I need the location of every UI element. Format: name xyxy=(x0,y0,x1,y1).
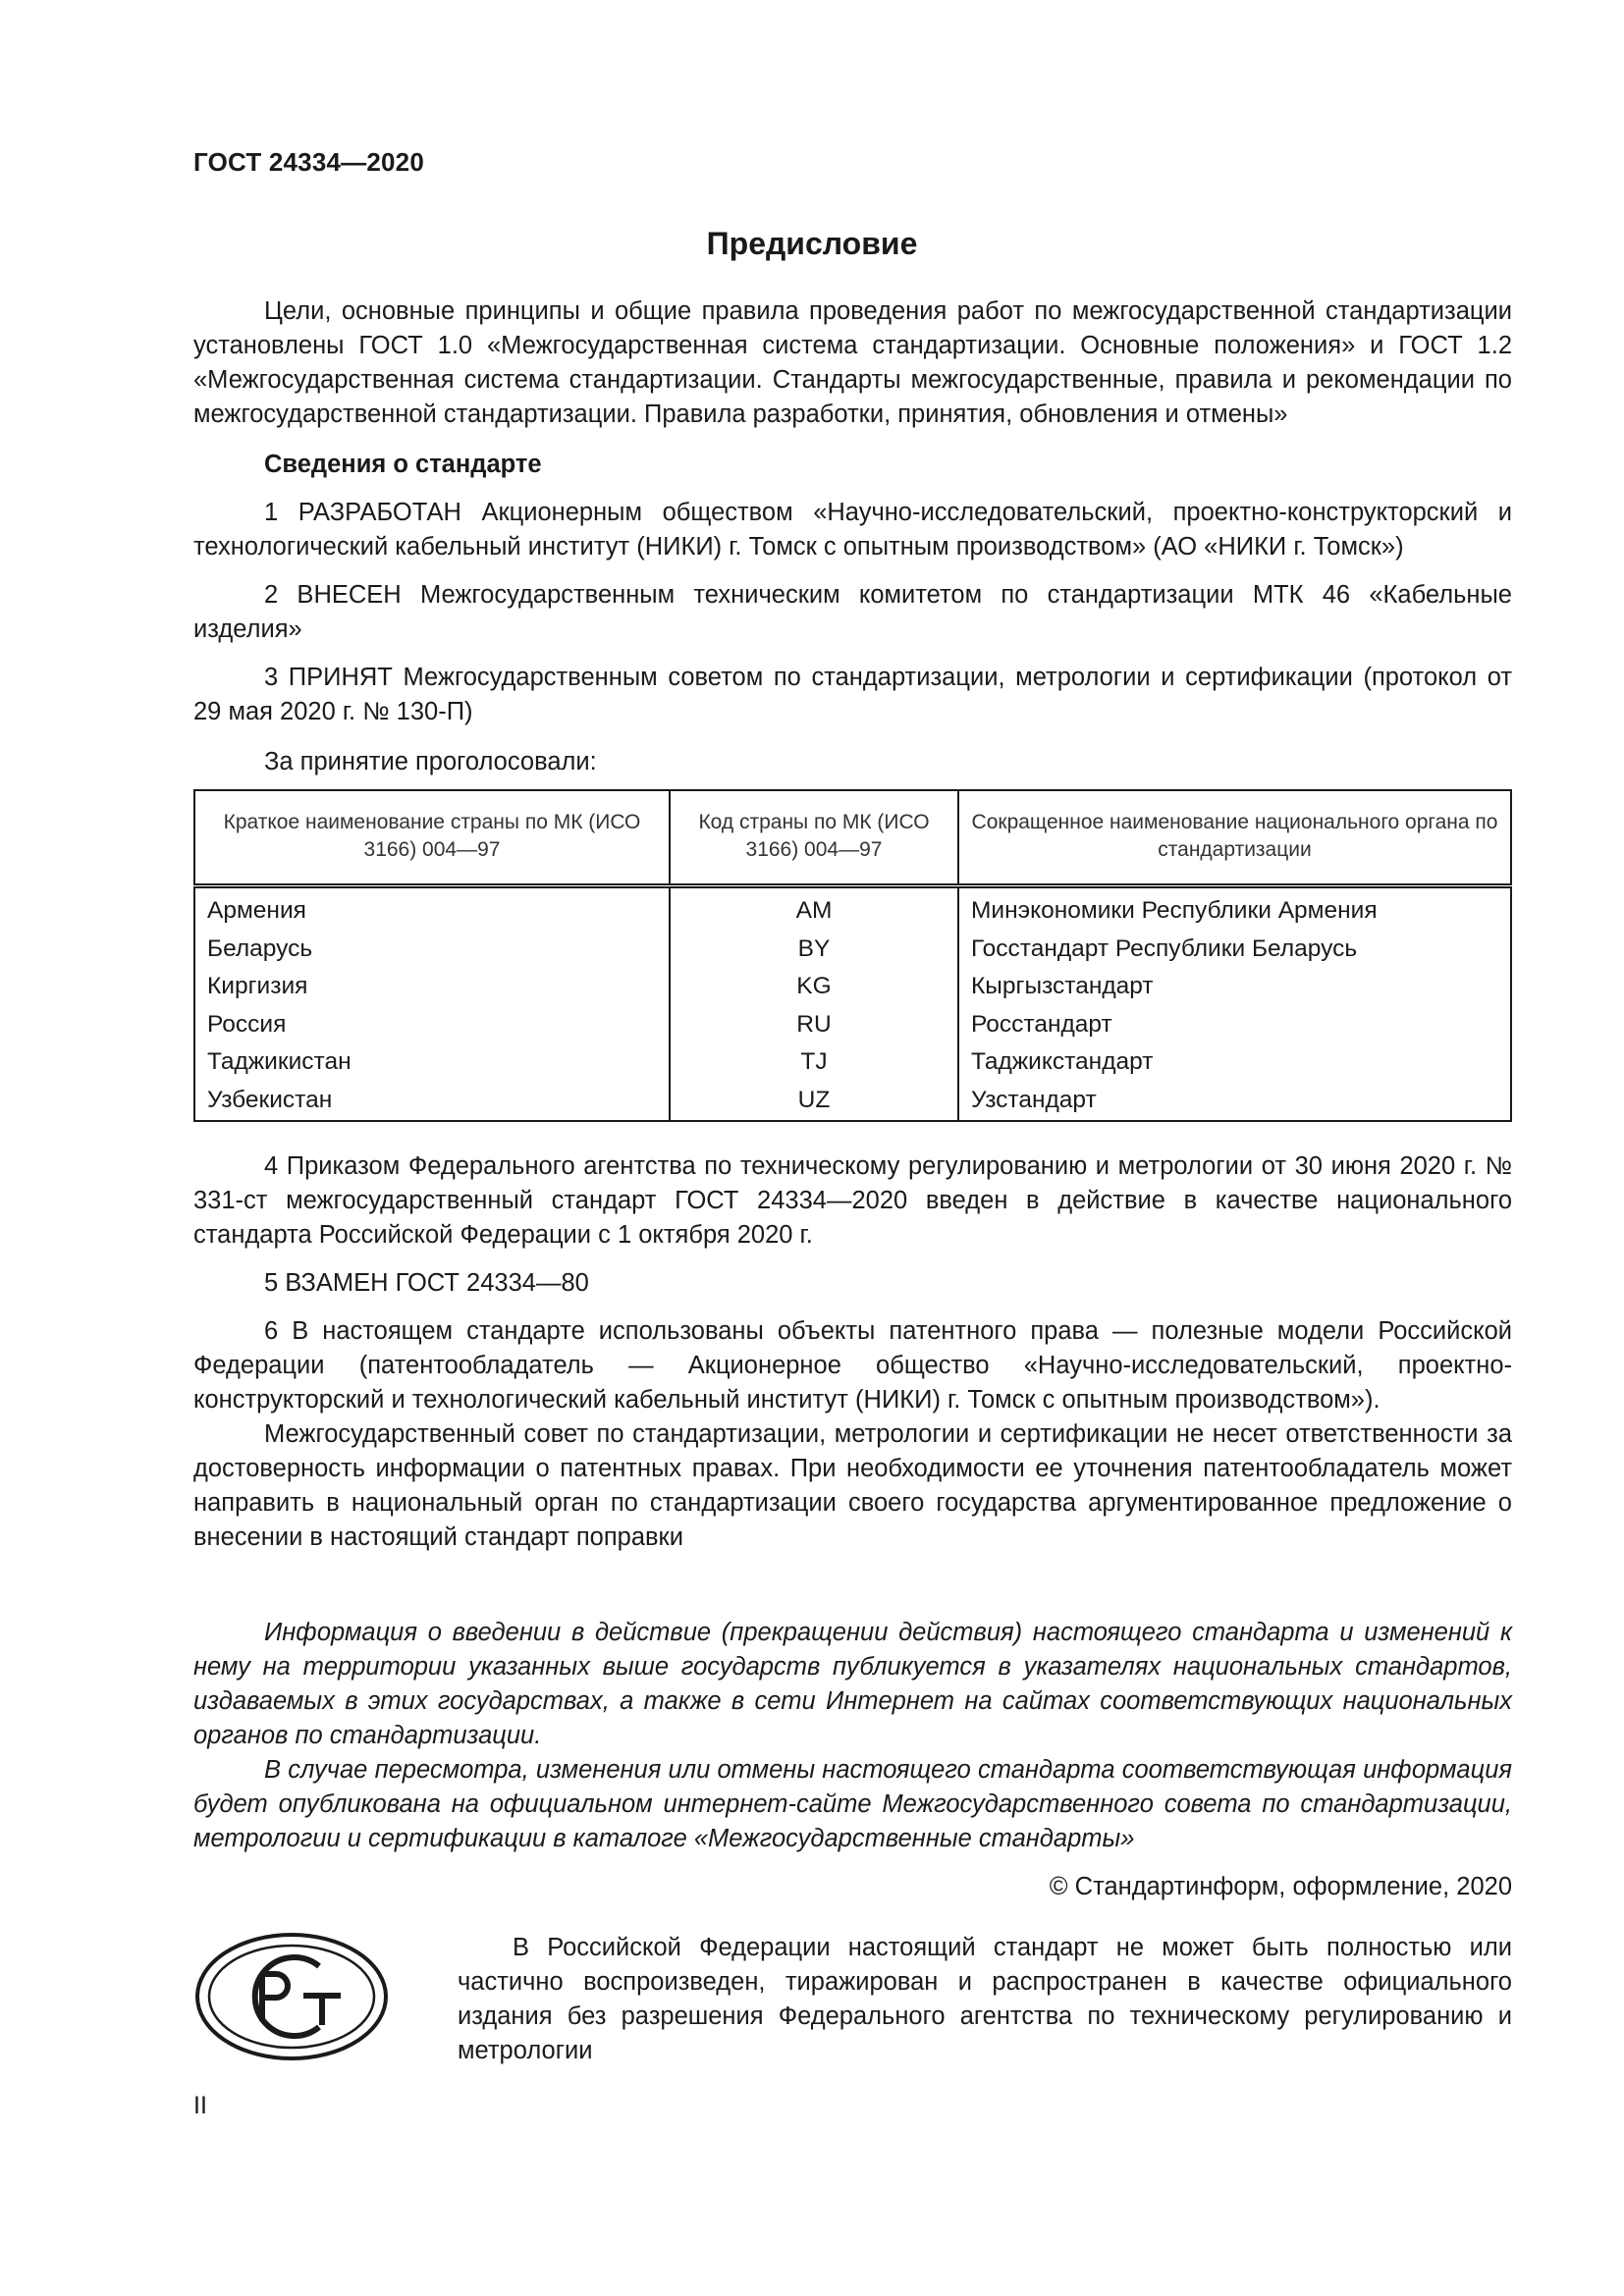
reproduction-rights-notice: В Российской Федерации настоящий стандарт не может быть полностью или частично воспроизведен, тиражирован и распространен в качестве официального издания без разрешения Федерального агентства по техническому регулированию и метрологии xyxy=(458,1934,1512,2064)
item-developed: 1 РАЗРАБОТАН Акционерным обществом «Научно-исследовательский, проектно-конструкторский и технологический кабельный институт (НИКИ) г. Томск с опытным производством» (АО «НИКИ г. Томск») xyxy=(193,499,1512,561)
header-country-name: Краткое наименование страны по МК (ИСО 3166) 004—97 xyxy=(194,790,670,886)
country-code: TJ xyxy=(670,1043,958,1082)
country-code: KG xyxy=(670,968,958,1006)
info-heading: Сведения о стандарте xyxy=(264,451,542,478)
item-adopted: 3 ПРИНЯТ Межгосударственным советом по стандартизации, метрологии и сертификации (протокол от 29 мая 2020 г. № 130-П) xyxy=(193,664,1512,725)
table-row xyxy=(194,1082,1511,1121)
intro-paragraph: Цели, основные принципы и общие правила проведения работ по межгосударственной стандартизации установлены ГОСТ 1.0 «Межгосударственная система стандартизации. Основные положения» и ГОСТ 1.2 «Межгосударственная система стандартизации. Стандарты межгосударственные, правила и рекомендации по межгосударственной стандартизации. Правила разработки, принятия, обновления и отмены» xyxy=(193,297,1512,428)
table-row xyxy=(194,886,1511,931)
country-code: UZ xyxy=(670,1082,958,1121)
copyright-line: © Стандартинформ, оформление, 2020 xyxy=(1049,1872,1512,1900)
rst-certification-logo-icon xyxy=(193,1931,390,2062)
country-name: Таджикистан xyxy=(194,1043,670,1082)
national-body: Таджикстандарт xyxy=(971,1048,1154,1076)
item-introduced: 2 ВНЕСЕН Межгосударственным техническим комитетом по стандартизации МТК 46 «Кабельные изделия» xyxy=(193,581,1512,643)
country-name: Армения xyxy=(194,886,670,931)
country-name: Россия xyxy=(194,1006,670,1044)
header-country-code: Код страны по МК (ИСО 3166) 004—97 xyxy=(670,790,958,886)
header-national-body: Сокращенное наименование национального органа по стандартизации xyxy=(958,790,1511,886)
national-body: Кыргызстандарт xyxy=(971,973,1154,1000)
notice-paragraph-2: В случае пересмотра, изменения или отмены настоящего стандарта соответствующая информация будет опубликована на официальном интернет-сайте Межгосударственного совета по стандартизации, метрологии и сертификации в каталоге «Межгосударственные стандарты» xyxy=(193,1755,1512,1852)
country-code: RU xyxy=(670,1006,958,1044)
national-body: Госстандарт Республики Беларусь xyxy=(971,934,1358,962)
national-body: Минэкономики Республики Армения xyxy=(971,897,1378,924)
country-name: Беларусь xyxy=(194,931,670,969)
rst-logo-graphic xyxy=(193,1931,390,2062)
document-code: ГОСТ 24334—2020 xyxy=(193,147,424,177)
votes-label: За принятие проголосовали: xyxy=(264,748,597,775)
notice-paragraph-1: Информация о введении в действие (прекращении действия) настоящего стандарта и изменений к нему на территории указанных выше государств публикуется в указателях национальных стандартов, издаваемых в этих государствах, а также в сети Интернет на сайтах соответствующих национальных органов по стандартизации. xyxy=(193,1618,1512,1749)
table-row xyxy=(194,968,1511,1006)
item-order: 4 Приказом Федерального агентства по техническому регулированию и метрологии от 30 июня 2020 г. № 331-ст межгосударственный стандарт ГОСТ 24334—2020 введен в действие в качестве национального стандарта Российской Федерации с 1 октября 2020 г. xyxy=(193,1151,1512,1249)
publication-notice xyxy=(193,1616,1512,1856)
document-body xyxy=(193,294,1512,1904)
item-replaces: 5 ВЗАМЕН ГОСТ 24334—80 xyxy=(264,1268,589,1297)
voting-table xyxy=(193,789,1512,1122)
country-name: Киргизия xyxy=(194,968,670,1006)
page-number: II xyxy=(193,2092,207,2119)
country-name: Узбекистан xyxy=(194,1082,670,1121)
table-row xyxy=(194,1006,1511,1044)
country-code: AM xyxy=(670,886,958,931)
item-patent: 6 В настоящем стандарте использованы объекты патентного права — полезные модели Российской Федерации (патентообладатель — Акционерное общество «Научно-исследовательский, проектно-конструкторский и технологический кабельный институт (НИКИ) г. Томск с опытным производством»). xyxy=(193,1316,1512,1414)
national-body: Росстандарт xyxy=(971,1010,1112,1038)
table-row xyxy=(194,931,1511,969)
table-row xyxy=(194,1043,1511,1082)
table-header-row xyxy=(194,790,1511,886)
item-patent-note: Межгосударственный совет по стандартизации, метрологии и сертификации не несет ответственности за достоверность информации о патентных правах. При необходимости ее уточнения патентообладатель может направить в национальный орган по стандартизации своего государства аргументированное предложение о внесении в настоящий стандарт поправки xyxy=(193,1419,1512,1551)
national-body: Узстандарт xyxy=(971,1086,1097,1113)
page-title: Предисловие xyxy=(706,226,918,261)
country-code: BY xyxy=(670,931,958,969)
